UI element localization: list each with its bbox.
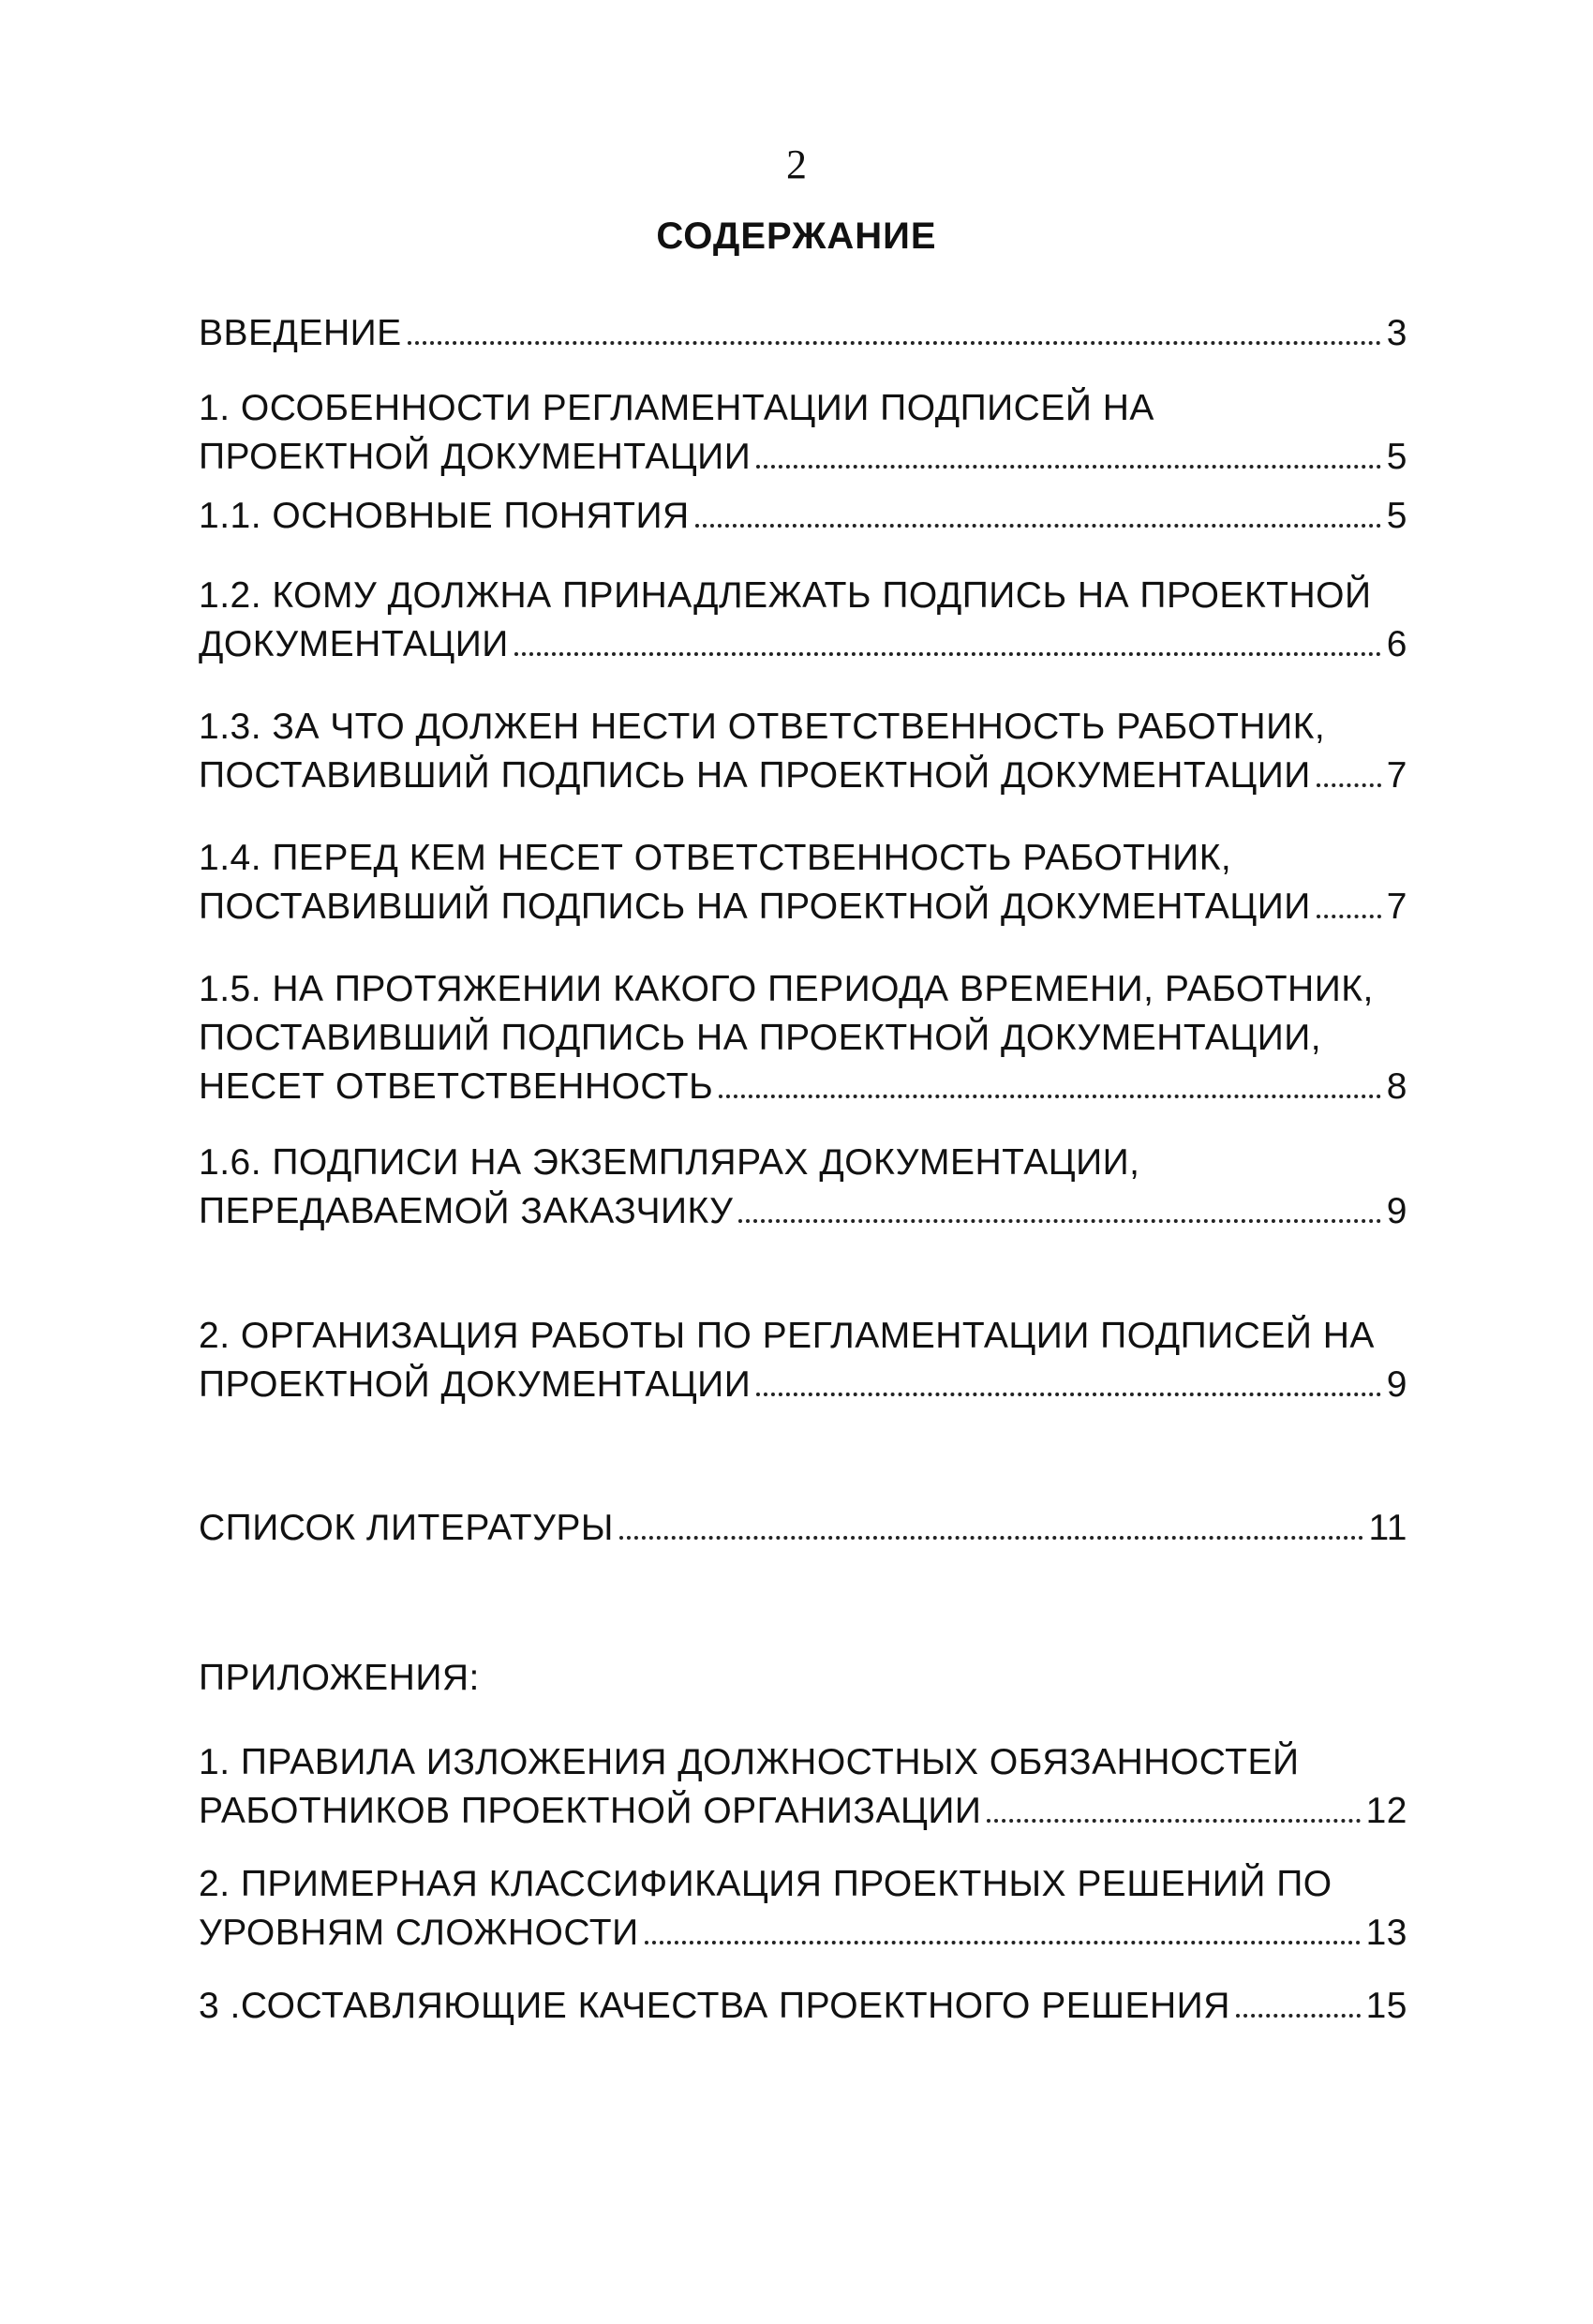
toc-entry-section-1-1[interactable] [199, 492, 1407, 541]
toc-entry-text: ПЕРЕДАВАЕМОЙ ЗАКАЗЧИКУ [199, 1191, 734, 1231]
toc-entry-section-1-5[interactable] [199, 965, 1407, 1111]
dot-leader [1236, 2014, 1361, 2018]
toc-entry-appendix-1[interactable] [199, 1738, 1407, 1836]
toc-entry-text: ПРОЕКТНОЙ ДОКУМЕНТАЦИИ [199, 437, 752, 477]
toc-entry-text: 2. ПРИМЕРНАЯ КЛАССИФИКАЦИЯ ПРОЕКТНЫХ РЕШЕНИЙ ПО [199, 1864, 1332, 1904]
toc-entry-text: ПОСТАВИВШИЙ ПОДПИСЬ НА ПРОЕКТНОЙ ДОКУМЕНТАЦИИ [199, 886, 1311, 927]
toc-entry-text: ПОСТАВИВШИЙ ПОДПИСЬ НА ПРОЕКТНОЙ ДОКУМЕНТАЦИИ, [199, 1018, 1322, 1058]
dot-leader [1317, 915, 1381, 918]
toc-page-number: 13 [1365, 1913, 1407, 1953]
toc-entry-text: УРОВНЯМ СЛОЖНОСТИ [199, 1913, 639, 1953]
toc-entry-section-1[interactable] [199, 384, 1407, 482]
toc-entry-bibliography[interactable] [199, 1504, 1407, 1553]
toc-page-number: 12 [1365, 1791, 1407, 1831]
toc-entry-text: ДОКУМЕНТАЦИИ [199, 624, 509, 664]
dot-leader [987, 1819, 1360, 1823]
dot-leader [738, 1219, 1380, 1223]
toc-page-number: 6 [1386, 624, 1407, 664]
toc-entry-section-1-4[interactable] [199, 834, 1407, 931]
toc-entry-text: 2. ОРГАНИЗАЦИЯ РАБОТЫ ПО РЕГЛАМЕНТАЦИИ ПОДПИСЕЙ НА [199, 1316, 1375, 1356]
toc-entry-text: 1.4. ПЕРЕД КЕМ НЕСЕТ ОТВЕТСТВЕННОСТЬ РАБОТНИК, [199, 838, 1232, 878]
toc-entry-text: 1.2. КОМУ ДОЛЖНА ПРИНАДЛЕЖАТЬ ПОДПИСЬ НА ПРОЕКТНОЙ [199, 575, 1372, 616]
dot-leader [756, 1393, 1381, 1396]
toc-entry-text: 1.3. ЗА ЧТО ДОЛЖЕН НЕСТИ ОТВЕТСТВЕННОСТЬ РАБОТНИК, [199, 707, 1326, 747]
toc-page-number: 9 [1386, 1191, 1407, 1231]
appendix-heading: ПРИЛОЖЕНИЯ: [199, 1658, 480, 1698]
toc-entry-text: 1. ПРАВИЛА ИЗЛОЖЕНИЯ ДОЛЖНОСТНЫХ ОБЯЗАННОСТЕЙ [199, 1742, 1300, 1782]
toc-entry-section-1-2[interactable] [199, 572, 1407, 669]
toc-entry-text: ПРОЕКТНОЙ ДОКУМЕНТАЦИИ [199, 1364, 752, 1405]
dot-leader [756, 465, 1381, 469]
dot-leader [408, 341, 1381, 345]
toc-entry-text: ВВЕДЕНИЕ [199, 313, 402, 353]
toc-entry-section-1-3[interactable] [199, 703, 1407, 800]
toc-entry-text: 1.1. ОСНОВНЫЕ ПОНЯТИЯ [199, 496, 690, 536]
toc-page-number: 9 [1386, 1364, 1407, 1405]
toc-page-number: 7 [1386, 755, 1407, 796]
dot-leader [695, 524, 1381, 528]
toc-entry-text: РАБОТНИКОВ ПРОЕКТНОЙ ОРГАНИЗАЦИИ [199, 1791, 982, 1831]
toc-page-number: 8 [1386, 1066, 1407, 1107]
toc-entry-text: НЕСЕТ ОТВЕТСТВЕННОСТЬ [199, 1066, 714, 1107]
toc-page-number: 3 [1386, 313, 1407, 353]
toc-entry-text: 3 .СОСТАВЛЯЮЩИЕ КАЧЕСТВА ПРОЕКТНОГО РЕШЕНИЯ [199, 1986, 1230, 2026]
toc-entry-text: ПОСТАВИВШИЙ ПОДПИСЬ НА ПРОЕКТНОЙ ДОКУМЕНТАЦИИ [199, 755, 1311, 796]
toc-page-number: 5 [1386, 437, 1407, 477]
document-title: СОДЕРЖАНИЕ [656, 216, 937, 257]
toc-page-number: 7 [1386, 886, 1407, 927]
toc-entry-text: 1. ОСОБЕННОСТИ РЕГЛАМЕНТАЦИИ ПОДПИСЕЙ НА [199, 388, 1154, 428]
toc-page-number: 11 [1368, 1508, 1407, 1548]
toc-entry-text: СПИСОК ЛИТЕРАТУРЫ [199, 1508, 614, 1548]
dot-leader [719, 1095, 1381, 1098]
toc-entry-section-2[interactable] [199, 1312, 1407, 1409]
toc-page-number: 5 [1386, 496, 1407, 536]
toc-page-number: 15 [1365, 1986, 1407, 2026]
page-number: 2 [786, 142, 807, 187]
toc-entry-appendix-2[interactable] [199, 1860, 1407, 1958]
dot-leader [514, 652, 1381, 656]
dot-leader [1317, 783, 1381, 787]
toc-entry-introduction[interactable] [199, 309, 1407, 358]
toc-entry-section-1-6[interactable] [199, 1139, 1407, 1236]
toc-entry-text: 1.5. НА ПРОТЯЖЕНИИ КАКОГО ПЕРИОДА ВРЕМЕНИ, РАБОТНИК, [199, 969, 1374, 1009]
toc-entry-text: 1.6. ПОДПИСИ НА ЭКЗЕМПЛЯРАХ ДОКУМЕНТАЦИИ, [199, 1142, 1140, 1183]
dot-leader [645, 1941, 1361, 1944]
toc-entry-appendix-3[interactable] [199, 1982, 1407, 2031]
dot-leader [619, 1536, 1363, 1540]
